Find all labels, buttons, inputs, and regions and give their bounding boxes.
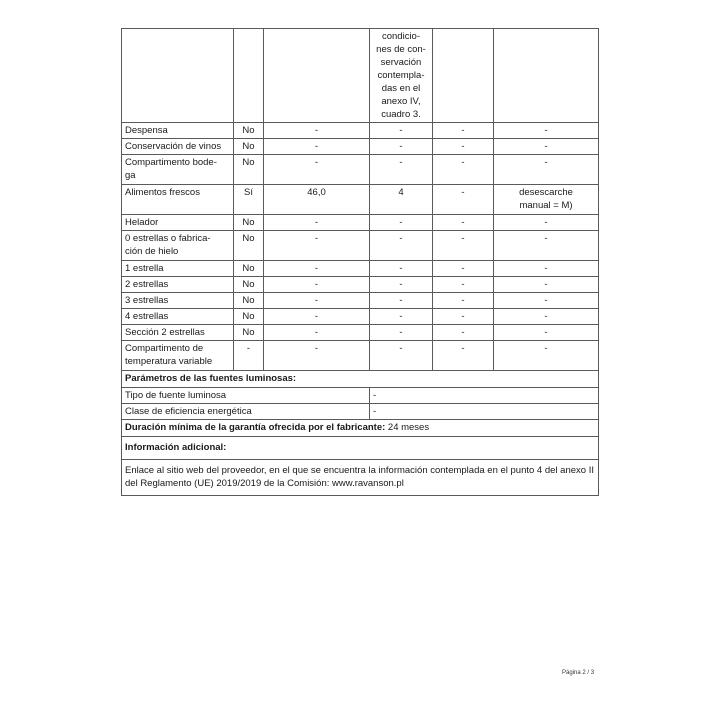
- compartment-freezing: -: [433, 215, 494, 231]
- compartment-volume: -: [264, 325, 370, 341]
- compartment-present: No: [234, 139, 264, 155]
- compartment-freezing: -: [433, 309, 494, 325]
- compartment-temperature: -: [370, 155, 433, 185]
- page-number: Página 2 / 3: [562, 670, 595, 676]
- compartment-defrost: -: [494, 215, 599, 231]
- table-row: [122, 155, 599, 185]
- compartment-temperature: -: [370, 123, 433, 139]
- compartment-name: 0 estrellas o fabrica- ción de hielo: [122, 231, 234, 261]
- compartment-present: No: [234, 123, 264, 139]
- compartment-temperature: -: [370, 215, 433, 231]
- table-row: [122, 215, 599, 231]
- light-heading-row: [122, 371, 599, 388]
- table-row: [122, 139, 599, 155]
- compartment-volume: -: [264, 123, 370, 139]
- compartment-present: No: [234, 293, 264, 309]
- table-row: [122, 123, 599, 139]
- compartment-name: Alimentos frescos: [122, 185, 234, 215]
- compartment-defrost: -: [494, 341, 599, 371]
- guarantee-cell: [122, 420, 599, 437]
- table-row: [122, 309, 599, 325]
- compartment-name: Conservación de vinos: [122, 139, 234, 155]
- compartment-defrost: desescarche manual = M): [494, 185, 599, 215]
- light-heading: Parámetros de las fuentes luminosas:: [122, 371, 599, 388]
- table-row: [122, 341, 599, 371]
- table-row: [122, 231, 599, 261]
- compartment-name: Helador: [122, 215, 234, 231]
- compartment-defrost: -: [494, 155, 599, 185]
- product-information-table: [121, 28, 599, 496]
- compartment-name: Compartimento de temperatura variable: [122, 341, 234, 371]
- compartment-volume: -: [264, 139, 370, 155]
- compartment-volume: -: [264, 231, 370, 261]
- light-type-value: -: [370, 388, 599, 404]
- compartment-defrost: -: [494, 261, 599, 277]
- compartment-freezing: -: [433, 155, 494, 185]
- compartment-freezing: -: [433, 123, 494, 139]
- table-row: [122, 261, 599, 277]
- additional-text-row: [122, 460, 599, 496]
- compartment-present: No: [234, 261, 264, 277]
- compartment-freezing: -: [433, 277, 494, 293]
- compartment-present: No: [234, 215, 264, 231]
- compartment-present: No: [234, 231, 264, 261]
- table-row: [122, 185, 599, 215]
- compartment-volume: -: [264, 215, 370, 231]
- table-row: [122, 277, 599, 293]
- compartment-freezing: -: [433, 293, 494, 309]
- guarantee-label: Duración mínima de la garantía ofrecida por el fabricante:: [125, 422, 386, 433]
- compartment-freezing: -: [433, 139, 494, 155]
- compartment-freezing: -: [433, 341, 494, 371]
- compartment-present: No: [234, 155, 264, 185]
- compartment-name: 2 estrellas: [122, 277, 234, 293]
- compartment-temperature: 4: [370, 185, 433, 215]
- compartment-temperature: -: [370, 293, 433, 309]
- compartment-freezing: -: [433, 185, 494, 215]
- compartment-defrost: -: [494, 293, 599, 309]
- light-class-label: Clase de eficiencia energética: [122, 404, 370, 420]
- compartment-defrost: -: [494, 325, 599, 341]
- compartment-defrost: -: [494, 123, 599, 139]
- compartment-defrost: -: [494, 309, 599, 325]
- compartment-volume: -: [264, 277, 370, 293]
- compartment-volume: -: [264, 293, 370, 309]
- compartment-name: 1 estrella: [122, 261, 234, 277]
- compartment-name: 3 estrellas: [122, 293, 234, 309]
- compartment-temperature: -: [370, 309, 433, 325]
- compartment-temperature: -: [370, 139, 433, 155]
- compartment-name: Compartimento bode- ga: [122, 155, 234, 185]
- compartment-freezing: -: [433, 231, 494, 261]
- carry-over-row: [122, 29, 599, 123]
- guarantee-value: 24 meses: [387, 422, 430, 433]
- light-type-label: Tipo de fuente luminosa: [122, 388, 370, 404]
- compartment-volume: -: [264, 309, 370, 325]
- additional-heading-row: [122, 437, 599, 460]
- compartment-volume: -: [264, 341, 370, 371]
- compartment-present: Sí: [234, 185, 264, 215]
- compartment-temperature: -: [370, 341, 433, 371]
- compartment-volume: -: [264, 261, 370, 277]
- compartment-temperature: -: [370, 277, 433, 293]
- light-class-value: -: [370, 404, 599, 420]
- compartment-defrost: -: [494, 139, 599, 155]
- compartment-present: No: [234, 325, 264, 341]
- compartment-name: Despensa: [122, 123, 234, 139]
- additional-text: Enlace al sitio web del proveedor, en el que se encuentra la información contemplada en el punto 4 del anexo II del Reglamento (UE) 2019/2019 de la Comisión: www.ravanson.pl: [122, 460, 599, 496]
- compartment-present: No: [234, 309, 264, 325]
- table-row: [122, 293, 599, 309]
- compartment-present: No: [234, 277, 264, 293]
- table-row: [122, 325, 599, 341]
- compartment-defrost: -: [494, 277, 599, 293]
- compartment-temperature: -: [370, 231, 433, 261]
- compartment-temperature: -: [370, 325, 433, 341]
- carry-over-lines: condicio- nes de con- servación contempla- das en el anexo IV, cuadro 3.: [376, 31, 426, 120]
- light-type-row: [122, 388, 599, 404]
- compartment-freezing: -: [433, 261, 494, 277]
- compartment-volume: 46,0: [264, 185, 370, 215]
- additional-heading: Información adicional:: [122, 437, 599, 460]
- light-class-row: [122, 404, 599, 420]
- compartment-freezing: -: [433, 325, 494, 341]
- compartment-name: 4 estrellas: [122, 309, 234, 325]
- compartment-defrost: -: [494, 231, 599, 261]
- compartment-name: Sección 2 estrellas: [122, 325, 234, 341]
- compartment-present: -: [234, 341, 264, 371]
- carry-over-text: [370, 29, 433, 123]
- guarantee-row: [122, 420, 599, 437]
- compartment-volume: -: [264, 155, 370, 185]
- compartment-temperature: -: [370, 261, 433, 277]
